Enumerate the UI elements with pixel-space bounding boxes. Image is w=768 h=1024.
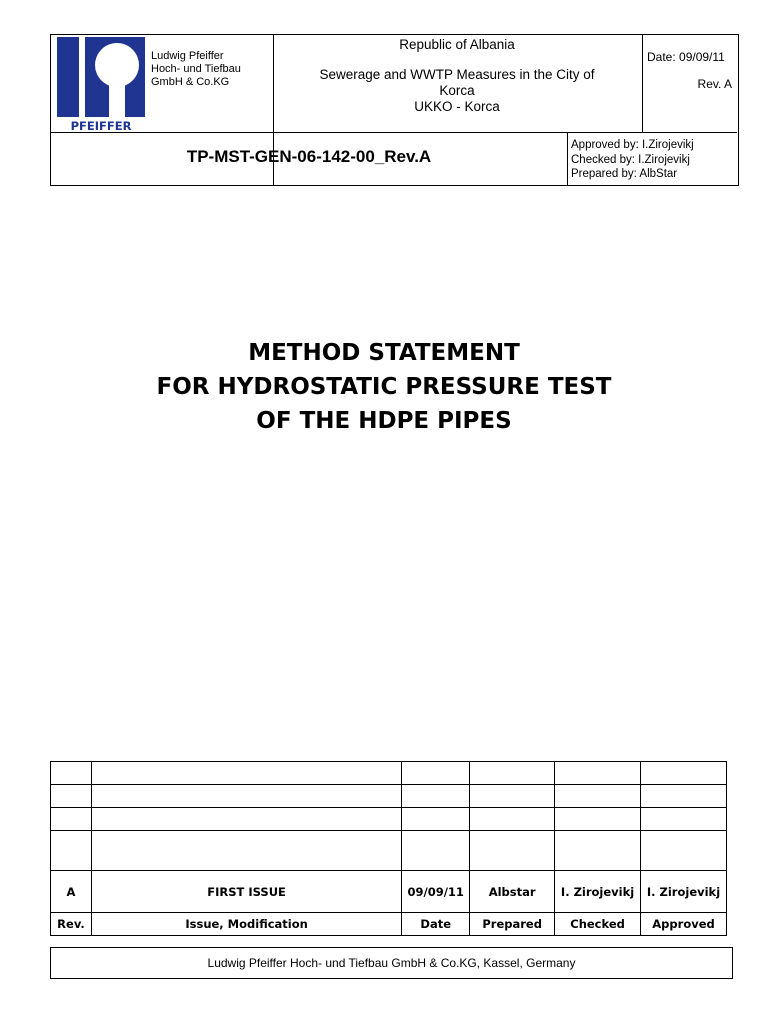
table-header-cell: Prepared xyxy=(470,913,555,936)
table-row xyxy=(51,785,727,808)
document-id: TP-MST-GEN-06-142-00_Rev.A xyxy=(186,147,432,166)
table-row xyxy=(51,808,727,831)
company-line: Ludwig Pfeiffer xyxy=(151,50,224,62)
table-header-cell: Rev. xyxy=(51,913,92,936)
client: UKKO - Korca xyxy=(414,99,500,114)
document-revision: Rev. A xyxy=(697,77,732,91)
table-header-cell: Issue, Modification xyxy=(91,913,401,936)
logo-text: PFEIFFER xyxy=(70,119,132,133)
table-header-cell: Date xyxy=(402,913,470,936)
table-cell: Albstar xyxy=(470,871,555,913)
pfeiffer-logo xyxy=(55,37,147,133)
signatories xyxy=(571,138,694,182)
footer: Ludwig Pfeiffer Hoch- und Tiefbau GmbH & Co.KG, Kassel, Germany xyxy=(50,947,733,979)
table-cell: A xyxy=(51,871,92,913)
table-row xyxy=(51,762,727,785)
project-line: Korca xyxy=(439,83,475,98)
project-line: Sewerage and WWTP Measures in the City of xyxy=(319,67,595,82)
table-header-cell: Checked xyxy=(555,913,641,936)
title-line: METHOD STATEMENT xyxy=(248,340,520,366)
table-cell: 09/09/11 xyxy=(402,871,470,913)
company-line: Hoch- und Tiefbau xyxy=(151,63,241,75)
document-header xyxy=(50,34,739,186)
table-cell: I. Zirojevikj xyxy=(641,871,727,913)
approved-by: Approved by: I.Zirojevikj xyxy=(571,139,694,151)
checked-by: Checked by: I.Zirojevikj xyxy=(571,153,690,166)
title-line: OF THE HDPE PIPES xyxy=(256,408,512,434)
prepared-by: Prepared by: AlbStar xyxy=(571,168,678,180)
document-date: Date: 09/09/11 xyxy=(647,50,725,64)
country: Republic of Albania xyxy=(399,37,515,52)
document-title xyxy=(0,336,768,438)
project-info xyxy=(273,37,641,115)
company-name xyxy=(151,50,241,89)
table-header-cell: Approved xyxy=(641,913,727,936)
issue-row xyxy=(51,871,727,913)
table-cell: FIRST ISSUE xyxy=(91,871,401,913)
table-cell: I. Zirojevikj xyxy=(555,871,641,913)
table-row xyxy=(51,831,727,871)
company-line: GmbH & Co.KG xyxy=(151,76,230,88)
header-row xyxy=(51,913,727,936)
revision-table xyxy=(50,761,727,936)
title-line: FOR HYDROSTATIC PRESSURE TEST xyxy=(156,374,612,400)
